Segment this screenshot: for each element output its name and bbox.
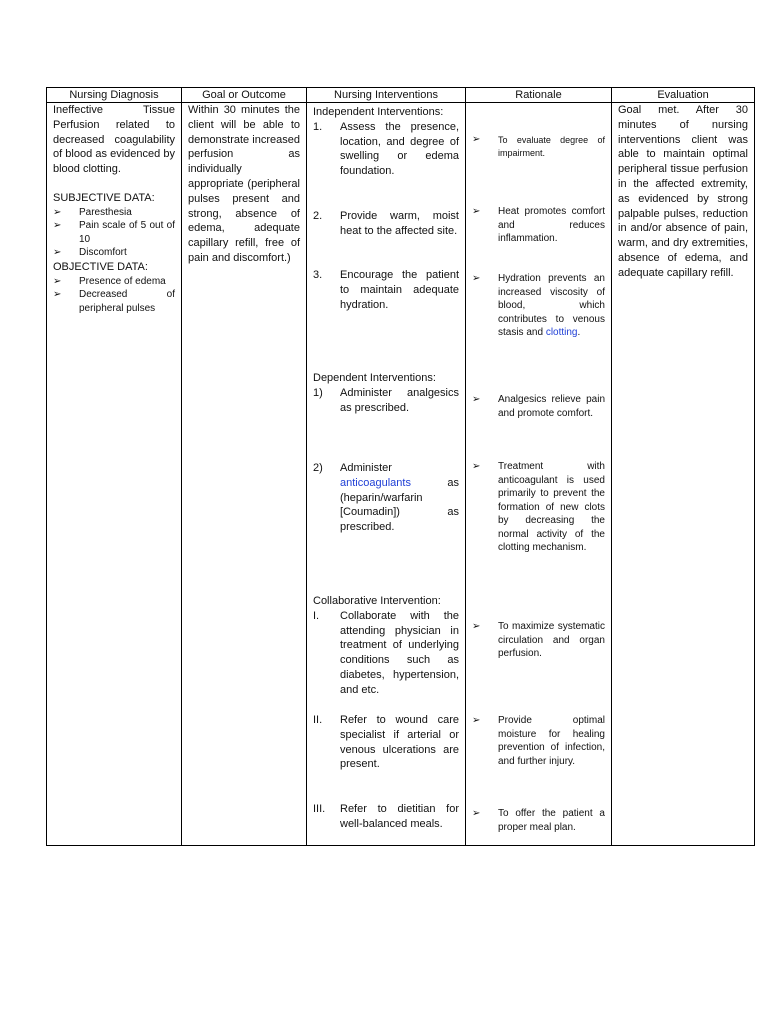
rationale-item: ➢ Provide optimal moisture for healing prevention of infection, and further injury.: [472, 715, 605, 767]
header-row: [47, 88, 755, 103]
objective-data-title: OBJECTIVE DATA:: [53, 260, 148, 273]
list-item: ➢ Presence of edema: [53, 275, 166, 287]
goal-cell: [182, 103, 307, 846]
collaborative-title: Collaborative Intervention:: [313, 595, 441, 607]
independent-interventions: [313, 105, 459, 179]
list-item: ➢ Paresthesia: [53, 206, 132, 218]
intervention-item: 2) Administer anticoagulants as (heparin/warfarin [Coumadin]) as prescribed.: [313, 462, 459, 534]
bullet-arrow-icon: ➢: [53, 206, 62, 218]
collaborative-interventions: [313, 594, 459, 698]
bullet-arrow-icon: ➢: [53, 220, 62, 232]
rationale-item: ➢ To maximize systematic circulation and organ perfusion.: [472, 621, 605, 659]
anticoagulants-link[interactable]: anticoagulants: [340, 476, 411, 489]
bullet-arrow-icon: ➢: [472, 715, 481, 726]
objective-data-list: [53, 275, 175, 316]
rationale-item: ➢ Hydration prevents an increased viscosity of blood, which contributes to venous stasis and clotting.: [472, 273, 605, 338]
list-item: ➢ Discomfort: [53, 247, 127, 259]
goal-text: Within 30 minutes the client will be able to demonstrate increased perfusion as individually appropriate (peripheral pulses present and strong, absence of edema, adequate capillary refill, free of pain and discomfort.): [188, 104, 300, 264]
dependent-title: Dependent Interventions:: [313, 372, 436, 384]
plan-row: [47, 103, 755, 846]
rationale-item: ➢ To evaluate degree of impairment.: [472, 134, 605, 158]
independent-title: Independent Interventions:: [313, 106, 444, 118]
rationale-cell: [466, 103, 612, 846]
evaluation-text: Goal met. After 30 minutes of nursing interventions client was able to maintain optimal peripheral tissue perfusion in the affected extremity, as evidenced by strong palpable pulses, reduction in and/or absence of pain, warm, and dry extremities, absence of edema, and adequate capillary refill.: [618, 104, 748, 279]
bullet-arrow-icon: ➢: [472, 134, 481, 145]
rationale-item: ➢ Heat promotes comfort and reduces inflammation.: [472, 206, 605, 244]
clotting-link[interactable]: clotting: [545, 327, 578, 338]
diagnosis-statement: Ineffective Tissue Perfusion related to decreased coagulability of blood as evidenced by blood clotting.: [53, 104, 175, 176]
intervention-item: 3. Encourage the patient to maintain adequate hydration.: [313, 269, 459, 311]
list-item: ➢ Pain scale of 5 out of 10: [53, 220, 175, 245]
header-nursing-interventions: Nursing Interventions: [307, 88, 466, 103]
subjective-data-list: [53, 206, 175, 260]
intervention-item: II. Refer to wound care specialist if arterial or venous ulcerations are present.: [313, 714, 459, 771]
bullet-arrow-icon: ➢: [53, 275, 62, 287]
rationale-item: ➢ Treatment with anticoagulant is used primarily to prevent the formation of new clots by decreasing the normal activity of the clotting mechanism.: [472, 461, 605, 553]
intervention-item: 1) Administer analgesics as prescribed.: [313, 386, 459, 414]
dependent-interventions: [313, 371, 459, 415]
intervention-item: I. Collaborate with the attending physician in treatment of underlying conditions such as diabetes, hypertension, and etc.: [313, 609, 459, 696]
bullet-arrow-icon: ➢: [472, 461, 481, 472]
bullet-arrow-icon: ➢: [472, 273, 481, 284]
list-item: ➢ Decreased of peripheral pulses: [53, 289, 175, 314]
header-rationale: Rationale: [466, 88, 612, 103]
bullet-arrow-icon: ➢: [53, 289, 62, 301]
bullet-arrow-icon: ➢: [472, 206, 481, 217]
nursing-care-plan-table: [46, 87, 755, 846]
bullet-arrow-icon: ➢: [472, 621, 481, 632]
header-evaluation: Evaluation: [612, 88, 755, 103]
header-nursing-diagnosis: Nursing Diagnosis: [47, 88, 182, 103]
intervention-item: III. Refer to dietitian for well-balanced meals.: [313, 803, 459, 830]
header-goal-outcome: Goal or Outcome: [182, 88, 307, 103]
rationale-item: ➢ Analgesics relieve pain and promote comfort.: [472, 394, 605, 419]
rationale-item: ➢ To offer the patient a proper meal plan.: [472, 808, 605, 833]
subjective-data-title: SUBJECTIVE DATA:: [53, 191, 155, 204]
diagnosis-cell: [47, 103, 182, 846]
bullet-arrow-icon: ➢: [472, 394, 481, 405]
bullet-arrow-icon: ➢: [472, 808, 481, 819]
intervention-item: 2. Provide warm, moist heat to the affected site.: [313, 210, 459, 237]
intervention-item: 1. Assess the presence, location, and degree of swelling or edema foundation.: [313, 120, 459, 178]
evaluation-cell: [612, 103, 755, 846]
bullet-arrow-icon: ➢: [53, 247, 62, 259]
interventions-cell: [307, 103, 466, 846]
